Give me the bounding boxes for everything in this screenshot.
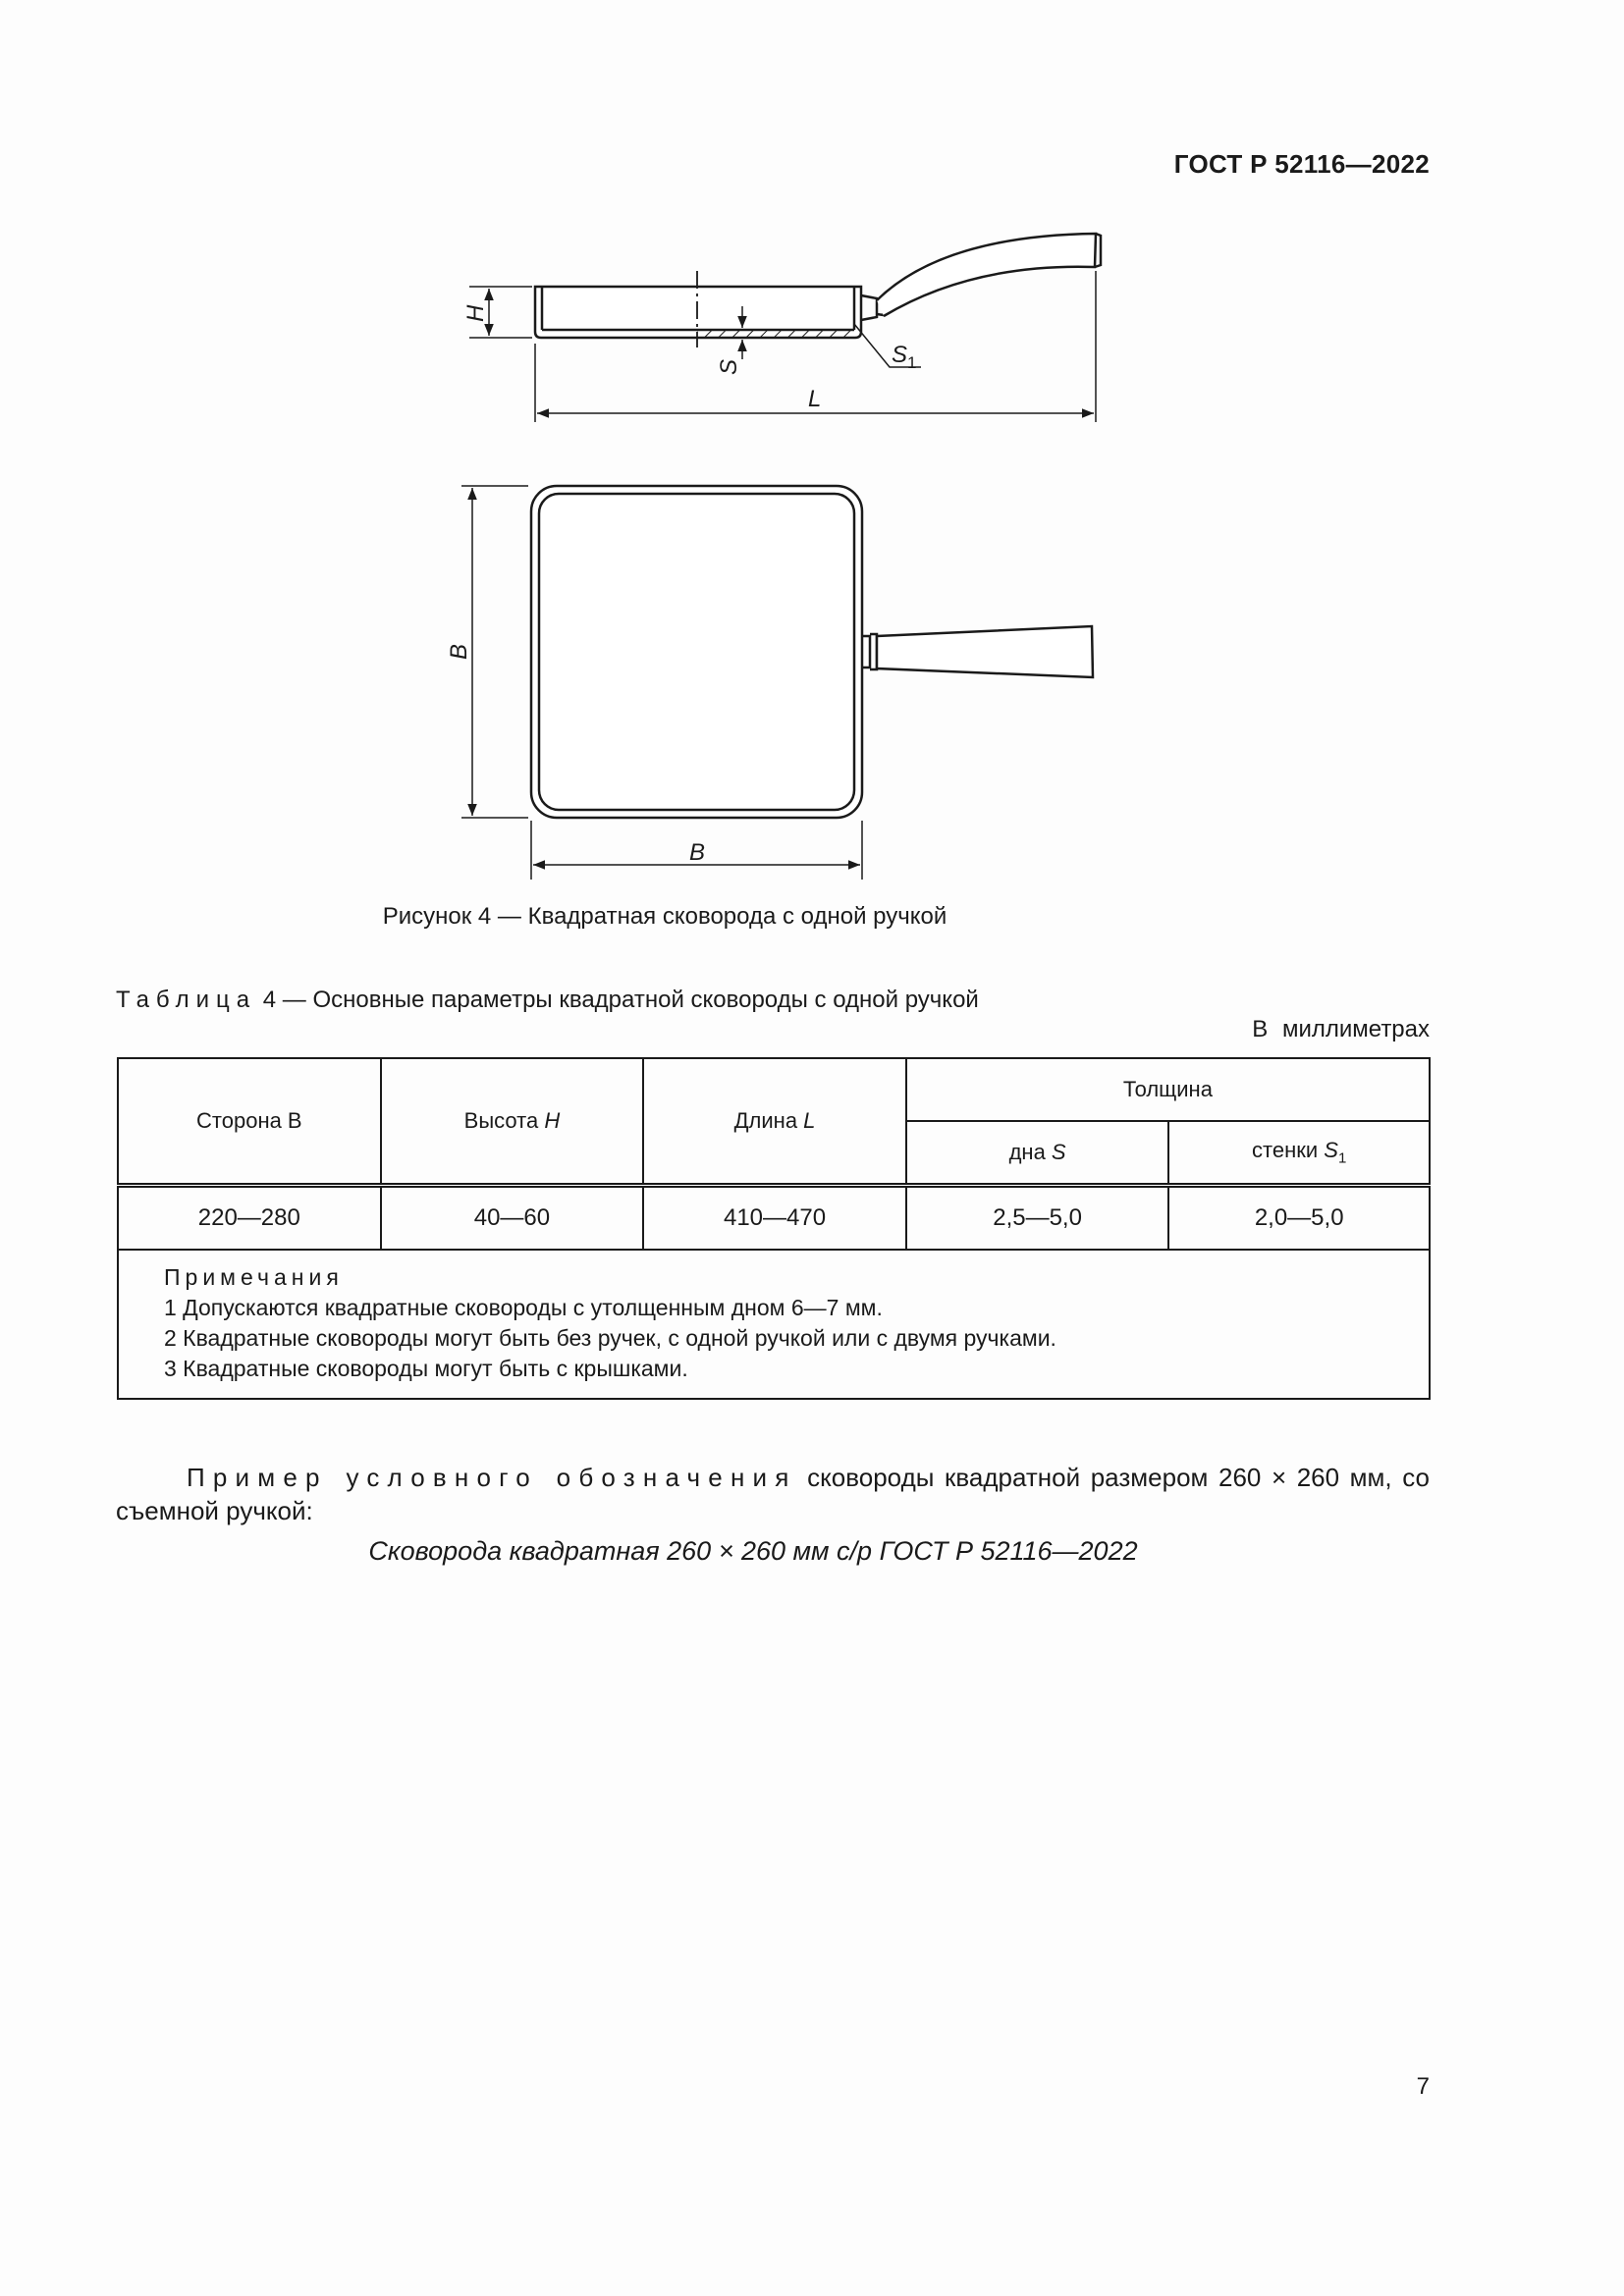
label-H: H <box>462 304 489 322</box>
page-number: 7 <box>1416 2073 1430 2100</box>
side-view <box>469 234 1101 422</box>
top-view <box>461 486 1093 880</box>
cell-length: 410—470 <box>643 1186 906 1251</box>
cell-side: 220—280 <box>118 1186 381 1251</box>
header-thickness: Толщина <box>906 1058 1430 1121</box>
parameters-table <box>117 1057 1431 1400</box>
table-row <box>118 1186 1430 1251</box>
table-title-prefix: Таблица <box>116 987 257 1013</box>
document-code: ГОСТ Р 52116—2022 <box>1173 149 1430 179</box>
header-length: Длина L <box>643 1058 906 1186</box>
figure-caption: Рисунок 4 — Квадратная сковорода с одной ручкой <box>382 903 947 930</box>
header-wall: стенки $S_1$ <box>1168 1121 1430 1186</box>
table-notes <box>118 1250 1430 1399</box>
example-text: сковороды квадратной размером 260 × 260 мм, со съемной ручкой: <box>116 1463 1430 1525</box>
header-height: Высота H <box>381 1058 644 1186</box>
cell-bottom: 2,5—5,0 <box>906 1186 1169 1251</box>
example-designation: Сковорода квадратная 260 × 260 мм с/р ГОСТ Р 52116—2022 <box>368 1536 1138 1566</box>
units-note: В миллиметрах <box>1252 1016 1430 1042</box>
cell-height: 40—60 <box>381 1186 644 1251</box>
table-title <box>116 987 979 1014</box>
pan-drawing <box>0 0 1624 903</box>
note-item: 2 Квадратные сковороды могут быть без ручек, с одной ручкой или с двумя ручками. <box>164 1325 1056 1351</box>
note-item: 3 Квадратные сковороды могут быть с крышками. <box>164 1356 688 1381</box>
label-B-vertical: B <box>446 643 472 660</box>
label-L: L <box>808 386 822 412</box>
example-paragraph <box>116 1461 1430 1527</box>
cell-wall: 2,0—5,0 <box>1168 1186 1430 1251</box>
label-S1: $S_1$ <box>892 342 917 372</box>
notes-title: Примечания <box>164 1264 344 1290</box>
header-side: Сторона В <box>118 1058 381 1186</box>
table-title-rest: 4 — Основные параметры квадратной сковороды с одной ручкой <box>256 987 979 1013</box>
example-lead: Пример условного обозначения <box>187 1463 797 1492</box>
header-bottom: дна S <box>906 1121 1169 1186</box>
note-item: 1 Допускаются квадратные сковороды с утолщенным дном 6—7 мм. <box>164 1295 883 1320</box>
label-B-horizontal: B <box>689 839 706 866</box>
label-S: S <box>716 358 742 375</box>
